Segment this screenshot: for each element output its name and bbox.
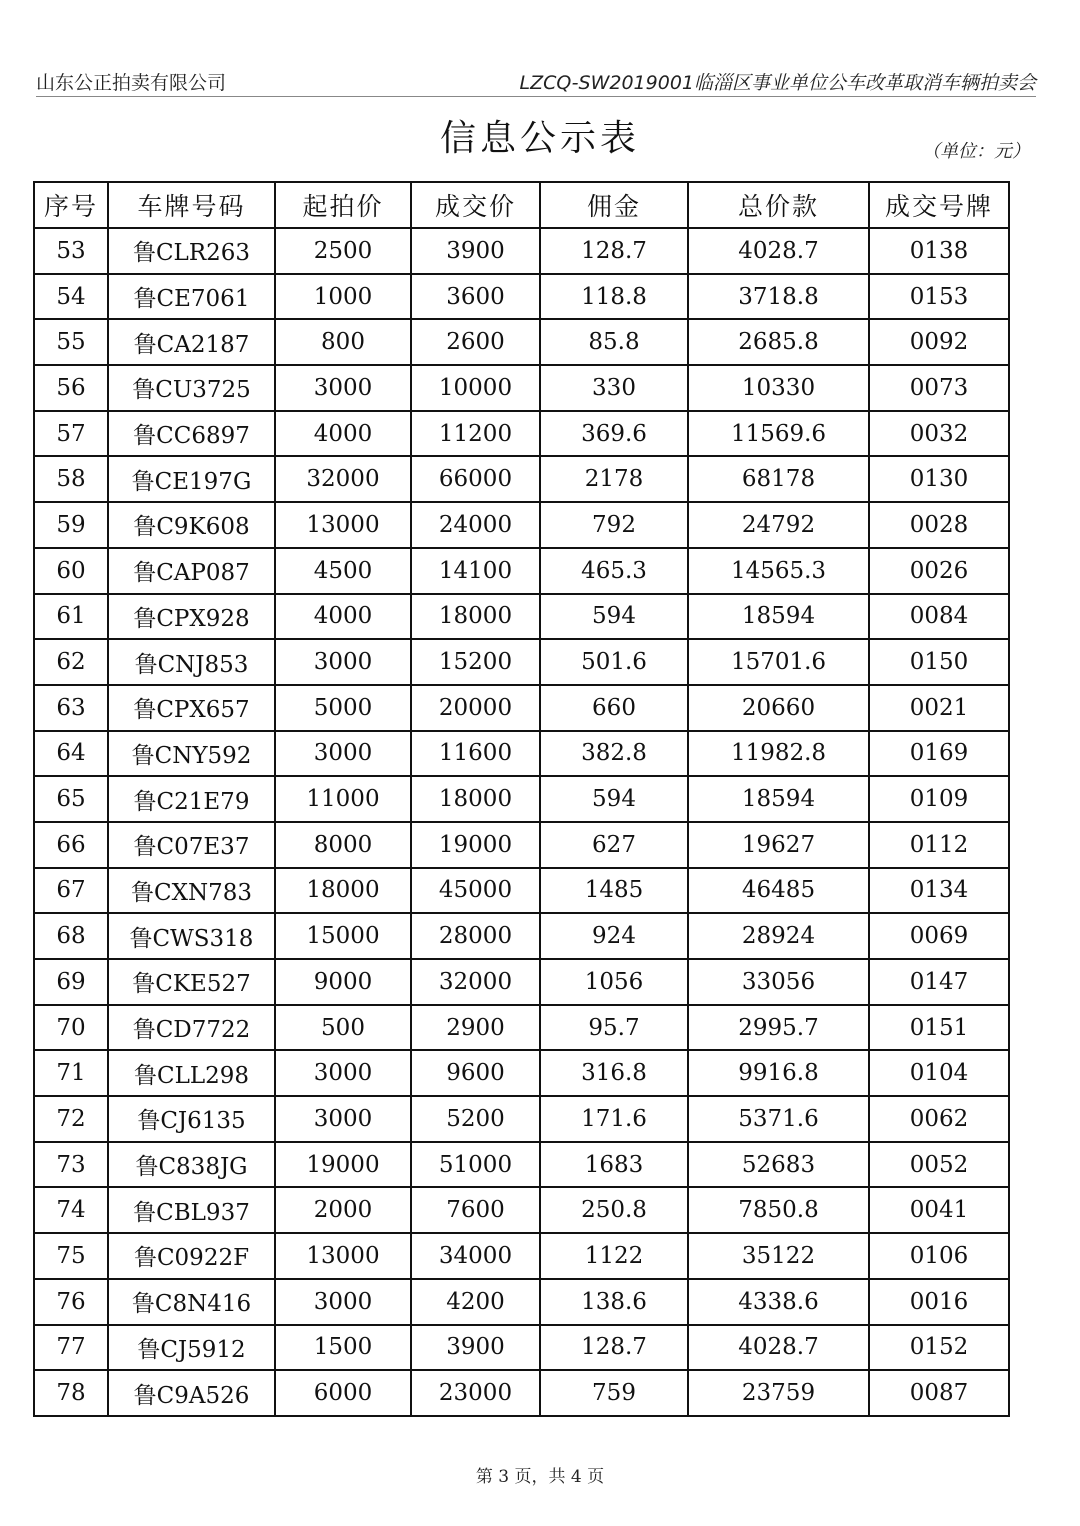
cell-bidder-number: 0062 [869, 1096, 1009, 1142]
cell-index: 69 [34, 959, 108, 1005]
cell-total: 33056 [688, 959, 869, 1005]
cell-commission: 330 [540, 365, 688, 411]
cell-total: 11982.8 [688, 731, 869, 777]
table-row [34, 502, 1009, 548]
cell-index: 78 [34, 1370, 108, 1416]
cell-index: 67 [34, 868, 108, 914]
table-row [34, 319, 1009, 365]
cell-plate: 鲁CLL298 [108, 1050, 275, 1096]
cell-bidder-number: 0026 [869, 548, 1009, 594]
cell-plate: 鲁CE197G [108, 456, 275, 502]
cell-plate: 鲁CNY592 [108, 731, 275, 777]
cell-index: 70 [34, 1005, 108, 1051]
cell-starting-price: 2500 [275, 228, 411, 274]
cell-final-price: 7600 [411, 1187, 540, 1233]
cell-commission: 128.7 [540, 228, 688, 274]
cell-bidder-number: 0104 [869, 1050, 1009, 1096]
cell-commission: 171.6 [540, 1096, 688, 1142]
table-row [34, 1370, 1009, 1416]
cell-plate: 鲁CU3725 [108, 365, 275, 411]
cell-index: 55 [34, 319, 108, 365]
cell-index: 56 [34, 365, 108, 411]
cell-total: 4028.7 [688, 1325, 869, 1371]
column-header-plate: 车牌号码 [108, 182, 275, 228]
cell-plate: 鲁CWS318 [108, 913, 275, 959]
cell-plate: 鲁C21E79 [108, 776, 275, 822]
page-title: 信息公示表 [439, 118, 640, 159]
cell-bidder-number: 0150 [869, 639, 1009, 685]
cell-index: 73 [34, 1142, 108, 1188]
cell-plate: 鲁CE7061 [108, 274, 275, 320]
table-row [34, 1279, 1009, 1325]
cell-index: 64 [34, 731, 108, 777]
cell-bidder-number: 0152 [869, 1325, 1009, 1371]
table-row [34, 456, 1009, 502]
cell-plate: 鲁CBL937 [108, 1187, 275, 1233]
cell-index: 62 [34, 639, 108, 685]
cell-total: 3718.8 [688, 274, 869, 320]
page-footer: 第 3 页，共 4 页 [475, 1467, 605, 1487]
cell-index: 72 [34, 1096, 108, 1142]
cell-starting-price: 1500 [275, 1325, 411, 1371]
cell-total: 15701.6 [688, 639, 869, 685]
document-reference: LZCQ-SW2019001临淄区事业单位公车改革取消车辆拍卖会 [519, 72, 1036, 94]
cell-final-price: 10000 [411, 365, 540, 411]
cell-plate: 鲁CLR263 [108, 228, 275, 274]
cell-final-price: 4200 [411, 1279, 540, 1325]
cell-starting-price: 13000 [275, 502, 411, 548]
table-row [34, 685, 1009, 731]
cell-plate: 鲁CA2187 [108, 319, 275, 365]
cell-starting-price: 3000 [275, 1279, 411, 1325]
cell-commission: 316.8 [540, 1050, 688, 1096]
table-row [34, 1096, 1009, 1142]
cell-index: 63 [34, 685, 108, 731]
cell-total: 28924 [688, 913, 869, 959]
cell-starting-price: 4000 [275, 411, 411, 457]
table-row [34, 959, 1009, 1005]
cell-bidder-number: 0069 [869, 913, 1009, 959]
table-row [34, 1142, 1009, 1188]
cell-commission: 465.3 [540, 548, 688, 594]
cell-starting-price: 6000 [275, 1370, 411, 1416]
cell-index: 77 [34, 1325, 108, 1371]
cell-plate: 鲁C8N416 [108, 1279, 275, 1325]
cell-plate: 鲁CXN783 [108, 868, 275, 914]
cell-starting-price: 11000 [275, 776, 411, 822]
cell-plate: 鲁CJ6135 [108, 1096, 275, 1142]
cell-total: 18594 [688, 594, 869, 640]
table-row [34, 1050, 1009, 1096]
cell-bidder-number: 0021 [869, 685, 1009, 731]
cell-final-price: 32000 [411, 959, 540, 1005]
cell-starting-price: 15000 [275, 913, 411, 959]
table-row [34, 594, 1009, 640]
cell-commission: 1683 [540, 1142, 688, 1188]
cell-bidder-number: 0134 [869, 868, 1009, 914]
cell-commission: 118.8 [540, 274, 688, 320]
cell-total: 52683 [688, 1142, 869, 1188]
cell-plate: 鲁C838JG [108, 1142, 275, 1188]
cell-final-price: 45000 [411, 868, 540, 914]
table-header-row [34, 182, 1009, 228]
cell-final-price: 66000 [411, 456, 540, 502]
cell-index: 66 [34, 822, 108, 868]
cell-bidder-number: 0106 [869, 1233, 1009, 1279]
cell-bidder-number: 0130 [869, 456, 1009, 502]
table-row [34, 639, 1009, 685]
cell-total: 24792 [688, 502, 869, 548]
header-divider [36, 96, 1036, 97]
table-row [34, 1187, 1009, 1233]
cell-bidder-number: 0032 [869, 411, 1009, 457]
cell-starting-price: 3000 [275, 639, 411, 685]
cell-final-price: 14100 [411, 548, 540, 594]
cell-total: 11569.6 [688, 411, 869, 457]
cell-plate: 鲁CPX928 [108, 594, 275, 640]
cell-bidder-number: 0109 [869, 776, 1009, 822]
cell-plate: 鲁C07E37 [108, 822, 275, 868]
cell-commission: 594 [540, 776, 688, 822]
cell-final-price: 11600 [411, 731, 540, 777]
cell-plate: 鲁CD7722 [108, 1005, 275, 1051]
cell-bidder-number: 0112 [869, 822, 1009, 868]
cell-plate: 鲁CKE527 [108, 959, 275, 1005]
cell-index: 54 [34, 274, 108, 320]
cell-commission: 501.6 [540, 639, 688, 685]
table-row [34, 411, 1009, 457]
cell-bidder-number: 0073 [869, 365, 1009, 411]
cell-starting-price: 800 [275, 319, 411, 365]
cell-total: 5371.6 [688, 1096, 869, 1142]
cell-final-price: 23000 [411, 1370, 540, 1416]
unit-note: （单位：元） [922, 141, 1030, 162]
cell-commission: 382.8 [540, 731, 688, 777]
cell-bidder-number: 0052 [869, 1142, 1009, 1188]
cell-index: 65 [34, 776, 108, 822]
cell-index: 57 [34, 411, 108, 457]
cell-starting-price: 5000 [275, 685, 411, 731]
cell-index: 59 [34, 502, 108, 548]
cell-total: 7850.8 [688, 1187, 869, 1233]
cell-plate: 鲁C0922F [108, 1233, 275, 1279]
cell-total: 46485 [688, 868, 869, 914]
cell-total: 2685.8 [688, 319, 869, 365]
cell-total: 9916.8 [688, 1050, 869, 1096]
table-row [34, 822, 1009, 868]
cell-commission: 138.6 [540, 1279, 688, 1325]
cell-final-price: 18000 [411, 776, 540, 822]
cell-final-price: 15200 [411, 639, 540, 685]
cell-total: 35122 [688, 1233, 869, 1279]
cell-final-price: 28000 [411, 913, 540, 959]
cell-plate: 鲁CC6897 [108, 411, 275, 457]
cell-bidder-number: 0028 [869, 502, 1009, 548]
cell-final-price: 3900 [411, 228, 540, 274]
cell-starting-price: 1000 [275, 274, 411, 320]
table-row [34, 776, 1009, 822]
column-header-commission: 佣金 [540, 182, 688, 228]
cell-commission: 1485 [540, 868, 688, 914]
cell-plate: 鲁C9K608 [108, 502, 275, 548]
cell-final-price: 19000 [411, 822, 540, 868]
cell-total: 19627 [688, 822, 869, 868]
company-name: 山东公正拍卖有限公司 [36, 72, 227, 94]
cell-commission: 627 [540, 822, 688, 868]
cell-commission: 369.6 [540, 411, 688, 457]
cell-commission: 924 [540, 913, 688, 959]
cell-plate: 鲁CJ5912 [108, 1325, 275, 1371]
cell-final-price: 5200 [411, 1096, 540, 1142]
cell-final-price: 24000 [411, 502, 540, 548]
cell-commission: 792 [540, 502, 688, 548]
cell-commission: 660 [540, 685, 688, 731]
cell-starting-price: 18000 [275, 868, 411, 914]
cell-index: 76 [34, 1279, 108, 1325]
column-header-final-price: 成交价 [411, 182, 540, 228]
cell-total: 4028.7 [688, 228, 869, 274]
cell-final-price: 3900 [411, 1325, 540, 1371]
cell-index: 58 [34, 456, 108, 502]
cell-commission: 594 [540, 594, 688, 640]
table-row [34, 1005, 1009, 1051]
cell-bidder-number: 0041 [869, 1187, 1009, 1233]
cell-starting-price: 500 [275, 1005, 411, 1051]
cell-starting-price: 19000 [275, 1142, 411, 1188]
cell-commission: 85.8 [540, 319, 688, 365]
cell-commission: 2178 [540, 456, 688, 502]
cell-index: 53 [34, 228, 108, 274]
cell-index: 75 [34, 1233, 108, 1279]
column-header-total: 总价款 [688, 182, 869, 228]
table-row [34, 731, 1009, 777]
cell-commission: 1122 [540, 1233, 688, 1279]
auction-results-table [33, 181, 1010, 1417]
cell-starting-price: 4500 [275, 548, 411, 594]
table-row [34, 228, 1009, 274]
table-row [34, 274, 1009, 320]
cell-final-price: 2900 [411, 1005, 540, 1051]
cell-commission: 759 [540, 1370, 688, 1416]
cell-plate: 鲁C9A526 [108, 1370, 275, 1416]
cell-index: 60 [34, 548, 108, 594]
table-row [34, 1325, 1009, 1371]
column-header-index: 序号 [34, 182, 108, 228]
cell-bidder-number: 0147 [869, 959, 1009, 1005]
cell-bidder-number: 0138 [869, 228, 1009, 274]
cell-final-price: 2600 [411, 319, 540, 365]
cell-final-price: 11200 [411, 411, 540, 457]
cell-final-price: 20000 [411, 685, 540, 731]
cell-bidder-number: 0169 [869, 731, 1009, 777]
table-row [34, 1233, 1009, 1279]
cell-bidder-number: 0087 [869, 1370, 1009, 1416]
cell-plate: 鲁CPX657 [108, 685, 275, 731]
table-row [34, 548, 1009, 594]
cell-bidder-number: 0092 [869, 319, 1009, 365]
cell-total: 2995.7 [688, 1005, 869, 1051]
column-header-starting-price: 起拍价 [275, 182, 411, 228]
cell-starting-price: 3000 [275, 731, 411, 777]
table-row [34, 913, 1009, 959]
cell-total: 23759 [688, 1370, 869, 1416]
cell-commission: 95.7 [540, 1005, 688, 1051]
cell-bidder-number: 0084 [869, 594, 1009, 640]
cell-starting-price: 3000 [275, 1096, 411, 1142]
table-row [34, 868, 1009, 914]
cell-starting-price: 3000 [275, 1050, 411, 1096]
cell-starting-price: 4000 [275, 594, 411, 640]
cell-total: 20660 [688, 685, 869, 731]
cell-index: 71 [34, 1050, 108, 1096]
cell-starting-price: 32000 [275, 456, 411, 502]
cell-final-price: 3600 [411, 274, 540, 320]
cell-plate: 鲁CNJ853 [108, 639, 275, 685]
cell-final-price: 34000 [411, 1233, 540, 1279]
cell-total: 14565.3 [688, 548, 869, 594]
cell-plate: 鲁CAP087 [108, 548, 275, 594]
table-row [34, 365, 1009, 411]
cell-bidder-number: 0151 [869, 1005, 1009, 1051]
cell-starting-price: 9000 [275, 959, 411, 1005]
cell-starting-price: 13000 [275, 1233, 411, 1279]
cell-bidder-number: 0153 [869, 274, 1009, 320]
cell-starting-price: 8000 [275, 822, 411, 868]
cell-index: 61 [34, 594, 108, 640]
cell-final-price: 18000 [411, 594, 540, 640]
table-body [34, 228, 1009, 1416]
cell-total: 10330 [688, 365, 869, 411]
cell-final-price: 9600 [411, 1050, 540, 1096]
cell-total: 4338.6 [688, 1279, 869, 1325]
cell-total: 18594 [688, 776, 869, 822]
cell-commission: 128.7 [540, 1325, 688, 1371]
cell-index: 74 [34, 1187, 108, 1233]
cell-commission: 250.8 [540, 1187, 688, 1233]
cell-index: 68 [34, 913, 108, 959]
cell-starting-price: 2000 [275, 1187, 411, 1233]
cell-total: 68178 [688, 456, 869, 502]
cell-starting-price: 3000 [275, 365, 411, 411]
cell-bidder-number: 0016 [869, 1279, 1009, 1325]
cell-commission: 1056 [540, 959, 688, 1005]
column-header-bidder-number: 成交号牌 [869, 182, 1009, 228]
cell-final-price: 51000 [411, 1142, 540, 1188]
